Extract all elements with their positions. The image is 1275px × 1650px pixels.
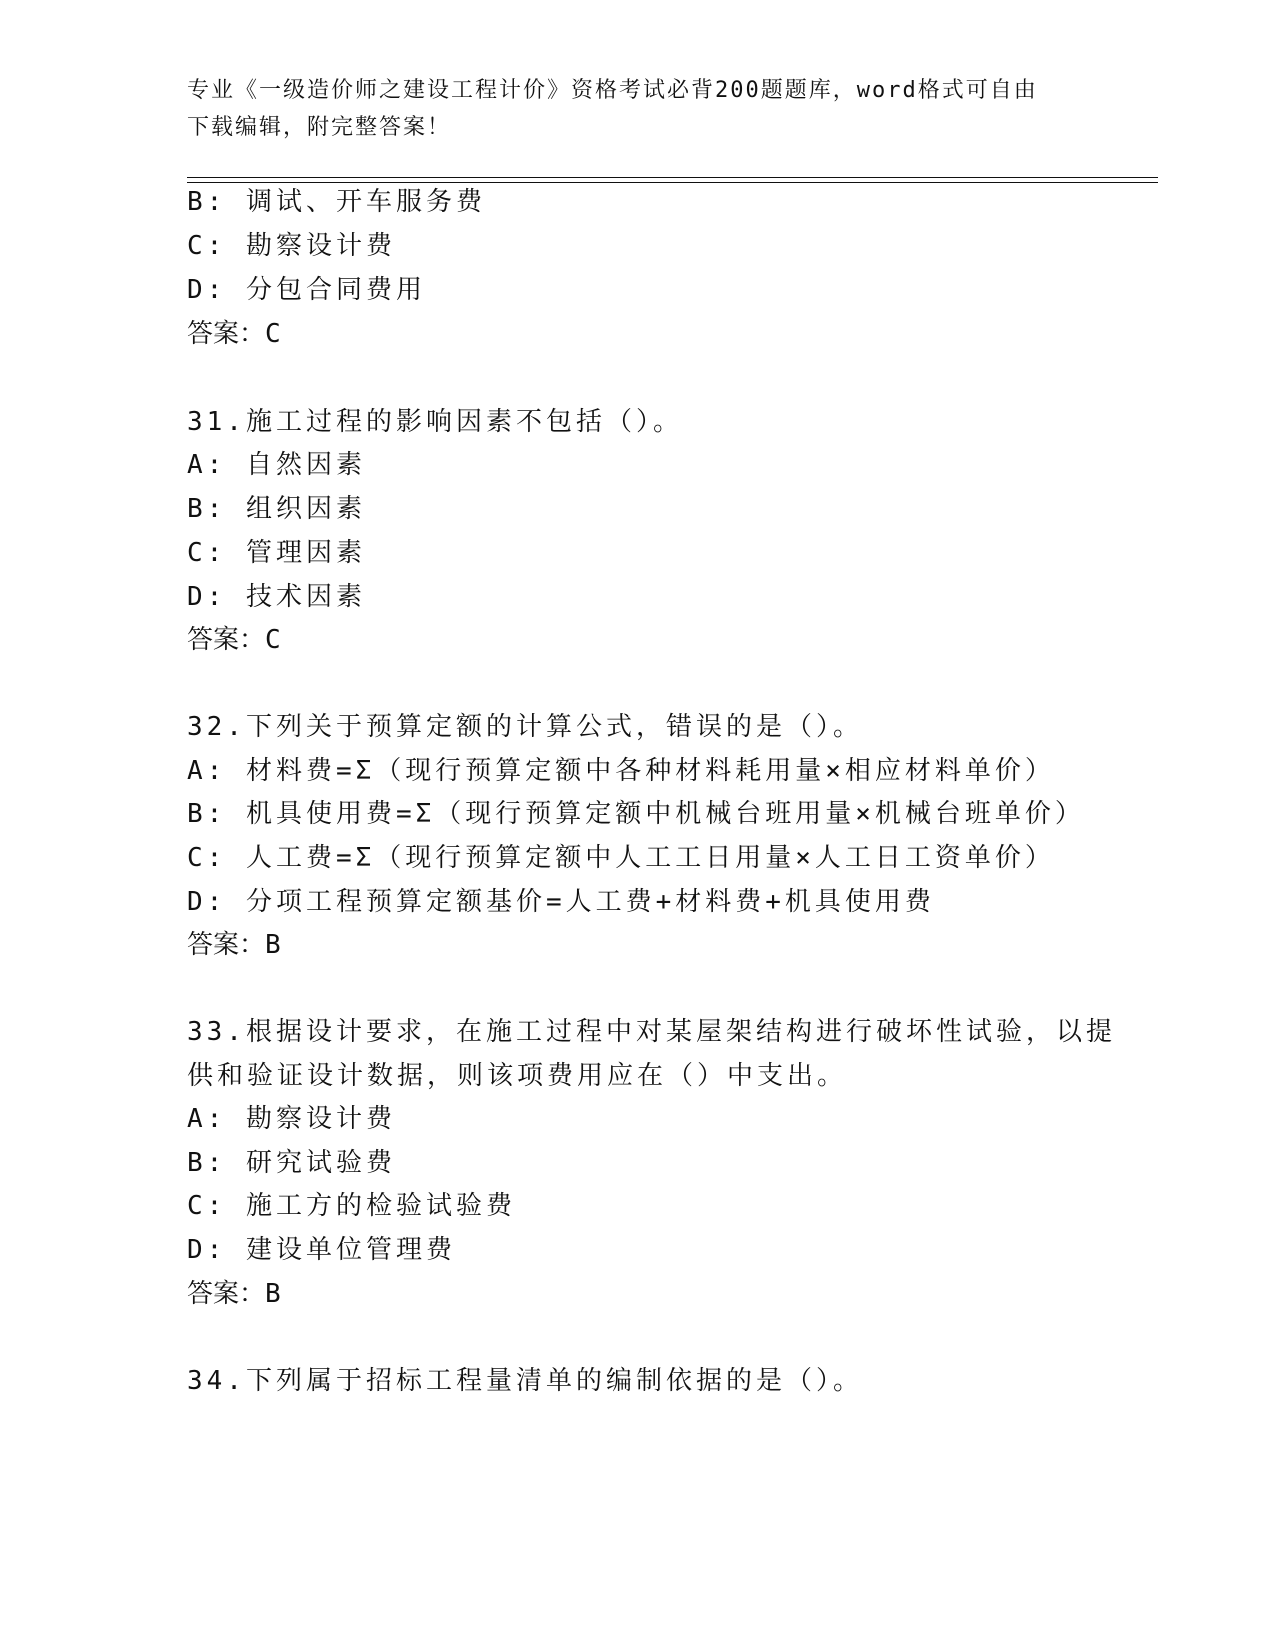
document-header: [187, 72, 1087, 146]
question-31-option-c: C: 管理因素: [187, 538, 366, 568]
question-33-option-d: D: 建设单位管理费: [187, 1235, 456, 1265]
answer-value: B: [265, 930, 282, 960]
answer-value: B: [265, 1279, 282, 1309]
question-33-option-c: C: 施工方的检验试验费: [187, 1191, 516, 1221]
question-33-answer: [187, 1278, 282, 1310]
answer-label: 答案：: [187, 319, 266, 349]
question-34-stem: 34.下列属于招标工程量清单的编制依据的是（）。: [187, 1366, 863, 1396]
question-32-option-c: C: 人工费=Σ（现行预算定额中人工工日用量×人工日工资单价）: [187, 843, 1055, 873]
answer-value: C: [265, 319, 282, 349]
answer-label: 答案：: [187, 930, 266, 960]
question-31-option-d: D: 技术因素: [187, 582, 366, 612]
question-32-option-b: B: 机具使用费=Σ（现行预算定额中机械台班用量×机械台班单价）: [187, 799, 1085, 829]
answer-label: 答案：: [187, 1279, 266, 1309]
question-31-stem: 31.施工过程的影响因素不包括（）。: [187, 407, 683, 437]
header-line-2: 下载编辑，附完整答案！: [187, 115, 452, 140]
question-32-answer: [187, 929, 282, 961]
question-32-stem: 32.下列关于预算定额的计算公式，错误的是（）。: [187, 712, 863, 742]
answer-label: 答案：: [187, 625, 266, 655]
header-rule-bottom: [187, 182, 1158, 183]
header-rule-top: [187, 177, 1158, 178]
question-33-option-a: A: 勘察设计费: [187, 1104, 396, 1134]
answer-line: [187, 318, 282, 350]
question-31-answer: [187, 624, 282, 656]
option-c: C: 勘察设计费: [187, 231, 396, 261]
question-31-option-b: B: 组织因素: [187, 494, 366, 524]
option-d: D: 分包合同费用: [187, 275, 426, 305]
answer-value: C: [265, 625, 282, 655]
header-line-1: 专业《一级造价师之建设工程计价》资格考试必背200题题库，word格式可自由: [187, 78, 1038, 103]
question-32-option-a: A: 材料费=Σ（现行预算定额中各种材料耗用量×相应材料单价）: [187, 756, 1055, 786]
question-33-stem-line-2: 供和验证设计数据，则该项费用应在（）中支出。: [187, 1061, 848, 1091]
question-33-stem-line-1: 33.根据设计要求，在施工过程中对某屋架结构进行破坏性试验，以提: [187, 1017, 1116, 1047]
question-32-option-d: D: 分项工程预算定额基价=人工费+材料费+机具使用费: [187, 887, 935, 917]
option-b: B: 调试、开车服务费: [187, 187, 486, 217]
question-33-option-b: B: 研究试验费: [187, 1148, 396, 1178]
question-31-option-a: A: 自然因素: [187, 450, 366, 480]
